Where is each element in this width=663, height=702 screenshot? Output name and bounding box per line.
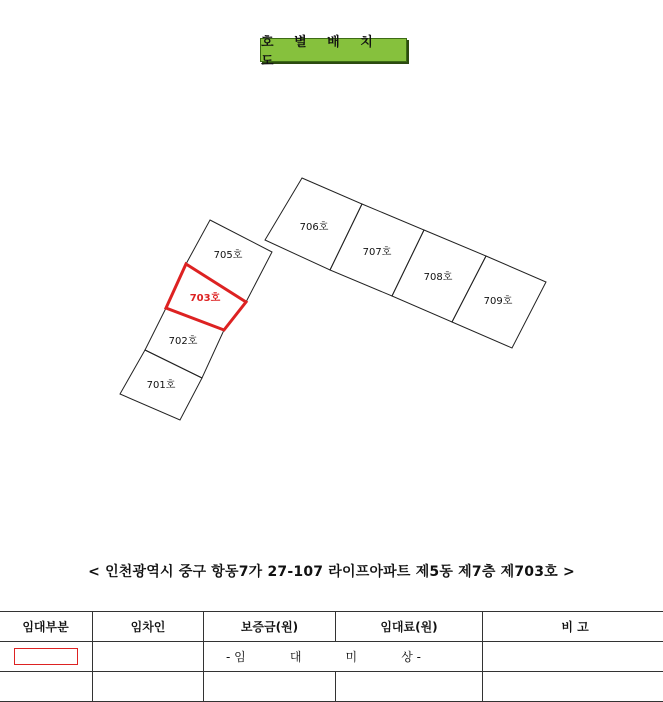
address-caption: < 인천광역시 중구 항동7가 27-107 라이프아파트 제5동 제7층 제703호 > <box>0 561 663 581</box>
table-row <box>0 642 663 672</box>
empty-cell <box>204 672 336 702</box>
header-tenant: 임차인 <box>93 612 204 642</box>
unit-706-label: 706호 <box>300 221 329 233</box>
empty-cell <box>336 672 483 702</box>
header-remarks: 비 고 <box>483 612 663 642</box>
diagram-title: 호 별 배 치 도 <box>260 38 407 62</box>
note-part: 미 <box>346 648 358 665</box>
lease-part-cell <box>0 642 93 672</box>
note-part: 상 - <box>401 648 421 665</box>
unit-701-label: 701호 <box>147 379 176 391</box>
unknown-lease-text <box>226 648 421 665</box>
note-part: - 임 <box>226 648 246 665</box>
empty-cell <box>93 672 204 702</box>
remarks-cell <box>483 642 663 672</box>
table-header-row <box>0 612 663 642</box>
unit-708-label: 708호 <box>424 271 453 283</box>
unit-707-label: 707호 <box>363 246 392 258</box>
empty-cell <box>0 672 93 702</box>
unit-705-label: 705호 <box>214 249 243 261</box>
unit-702-label: 702호 <box>169 335 198 347</box>
note-part: 대 <box>290 648 302 665</box>
lease-table <box>0 611 663 702</box>
header-deposit: 보증금(원) <box>204 612 336 642</box>
empty-cell <box>483 672 663 702</box>
table-row <box>0 672 663 702</box>
tenant-cell <box>93 642 204 672</box>
header-rent: 임대료(원) <box>336 612 483 642</box>
unknown-lease-cell <box>204 642 483 672</box>
lease-part-marker <box>14 648 78 665</box>
unit-709-label: 709호 <box>484 295 513 307</box>
header-lease-part: 임대부분 <box>0 612 93 642</box>
unit-703-label: 703호 <box>190 292 221 304</box>
